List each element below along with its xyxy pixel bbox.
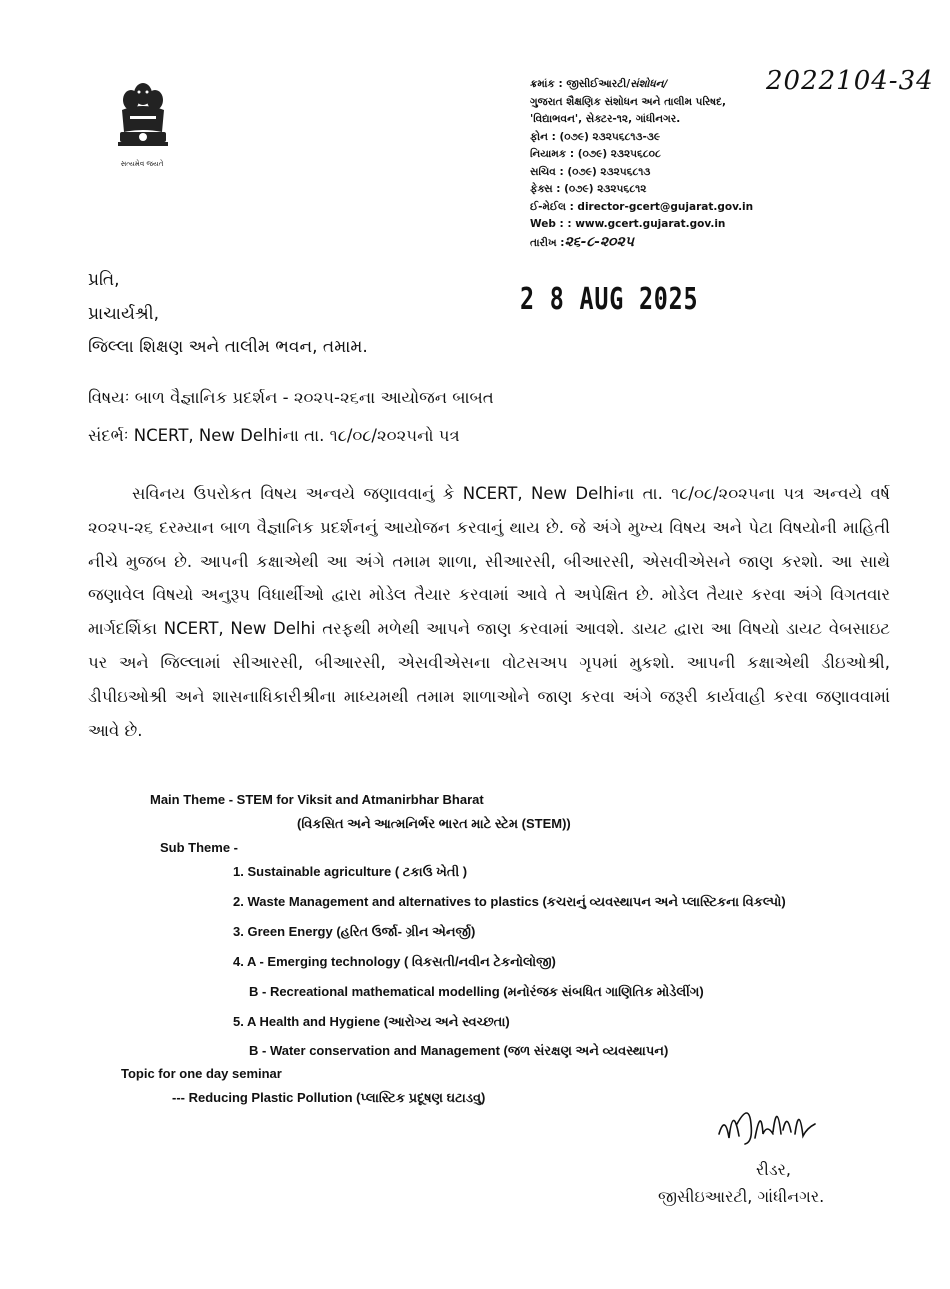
date-label: તારીખ :: [530, 236, 565, 249]
date-line: [530, 234, 930, 253]
signature-icon: [715, 1094, 825, 1156]
sub-theme-item: 4. A - Emerging technology ( વિકસતી/નવીન ટેકનોલોજી): [233, 954, 556, 969]
address-line-2: પ્રાચાર્યશ્રી,: [88, 304, 160, 324]
sub-theme-item: 5. A Health and Hygiene (આરોગ્ય અને સ્વચ્છતા): [233, 1014, 510, 1029]
email-line: ઈ-મેઈલ : director-gcert@gujarat.gov.in: [530, 200, 754, 213]
secretary-phone-line: સચિવ : (૦૭૯) ૨૩૨૫૬૮૧૩: [530, 165, 651, 178]
sub-theme-item: B - Recreational mathematical modelling (મનોરંજક સંબધિત ગાણિતિક મોડેલીંગ): [249, 984, 704, 999]
date-handwritten: ૨૬-૮-૨૦૨૫: [564, 233, 634, 250]
sub-theme-item: 2. Waste Management and alternatives to plastics (કચરાનું વ્યવસ્થાપન અને પ્લાસ્ટિકના વિકલ્પો): [233, 894, 786, 909]
reference-handwritten: સંશોધન/: [630, 78, 668, 90]
seminar-topic: --- Reducing Plastic Pollution (પ્લાસ્ટિક પ્રદૂષણ ઘટાડવુ): [172, 1090, 486, 1105]
emblem-caption: સત્યમેવ જયતે: [120, 160, 164, 168]
office-header-block: [530, 76, 930, 252]
phone-line: ફોન : (૦૭૯) ૨૩૨૫૬૮૧૩-૩૯: [530, 130, 661, 143]
state-emblem-icon: [112, 80, 174, 172]
seminar-label: Topic for one day seminar: [121, 1066, 282, 1081]
received-date-stamp: 2 8 AUG 2025: [520, 282, 699, 317]
org-address: 'વિદ્યાભવન', સેક્ટર-૧૨, ગાંધીનગર.: [530, 113, 681, 125]
sub-theme-item: 1. Sustainable agriculture ( ટકાઉ ખેતી ): [233, 864, 468, 879]
reference-line-body: સંદર્ભઃ NCERT, New Delhiના તા. ૧૮/૦૮/૨૦૨૫નો પત્ર: [88, 426, 460, 445]
web-line: Web : : www.gcert.gujarat.gov.in: [530, 218, 726, 230]
main-theme: Main Theme - STEM for Viksit and Atmanirbhar Bharat: [150, 792, 484, 807]
reference-line: [530, 76, 930, 94]
main-theme-gujarati: (વિકસિત અને આત્મનિર્ભર ભારત માટે સ્ટેમ (STEM)): [297, 816, 571, 831]
handwritten-reference-number: 2022104-34: [766, 66, 934, 96]
fax-line: ફેક્સ : (૦૭૯) ૨૩૨૫૬૮૧૨: [530, 183, 647, 195]
signatory-designation: રીડર,: [756, 1160, 791, 1179]
sub-theme-item: B - Water conservation and Management (જળ સંરક્ષણ અને વ્યવસ્થાપન): [249, 1043, 669, 1058]
sub-theme-item: 3. Green Energy (હરિત ઉર્જા- ગ્રીન એનર્જી): [233, 924, 476, 939]
org-name: ગુજરાત શૈક્ષણિક સંશોધન અને તાલીમ પરિષદ,: [530, 95, 726, 108]
letter-body: સવિનય ઉપરોકત વિષય અન્વયે જણાવવાનું કે NCERT, New Delhiના તા. ૧૮/૦૮/૨૦૨૫ના પત્ર અન્વયે વર્ષ ૨૦૨૫-૨૬ દરમ્યાન બાળ વૈજ્ઞાનિક પ્રદર્શનનું આયોજન કરવાનું થાય છે. જે અંગે મુખ્ય વિષય અને પેટા વિષયોની માહિતી નીચે મુજબ છે. આપની કક્ષાએથી આ અંગે તમામ શાળા, સીઆરસી, બીઆરસી, એસવીએસને જાણ કરશો. આ સાથે જણાવેલ વિષયો અનુરૂપ વિધાર્થીઓ દ્વારા મોડેલ તૈયાર કરવામાં આવે તે અપેક્ષિત છે. મોડેલ તૈયાર કરવા અંગે વિગતવાર માર્ગદર્શિકા NCERT, New Delhi તરફથી મળેથી આપને જાણ કરવામાં આવશે. ડાયટ દ્વારા આ વિષયો ડાયટ વેબસાઇટ પર અને જિલ્લામાં સીઆરસી, બીઆરસી, એસવીએસના વોટસઅપ ગૃપમાં મુકશો. આપની કક્ષાએથી ડીઇઓશ્રી, ડીપીઇઓશ્રી અને શાસનાધિકારીશ્રીના માધ્યમથી તમામ શાળાઓને જાણ કરવા અંગે જરૂરી કાર્યવાહી કરવા જણાવવામાં આવે છે.: [88, 484, 890, 740]
director-phone-line: નિયામક : (૦૭૯) ૨૩૨૫૬૮૦૮: [530, 148, 661, 160]
signatory-office: જીસીઇઆરટી, ગાંધીનગર.: [658, 1187, 825, 1206]
address-line-1: પ્રતિ,: [88, 270, 120, 290]
sub-theme-label: Sub Theme -: [160, 840, 239, 855]
reference-label: ક્રમાંક : જીસીઈઆરટી/: [530, 78, 631, 90]
subject-line: વિષયઃ બાળ વૈજ્ઞાનિક પ્રદર્શન - ૨૦૨૫-૨૬ના આયોજન બાબત: [88, 388, 494, 407]
address-line-3: જિલ્લા શિક્ષણ અને તાલીમ ભવન, તમામ.: [88, 337, 368, 357]
